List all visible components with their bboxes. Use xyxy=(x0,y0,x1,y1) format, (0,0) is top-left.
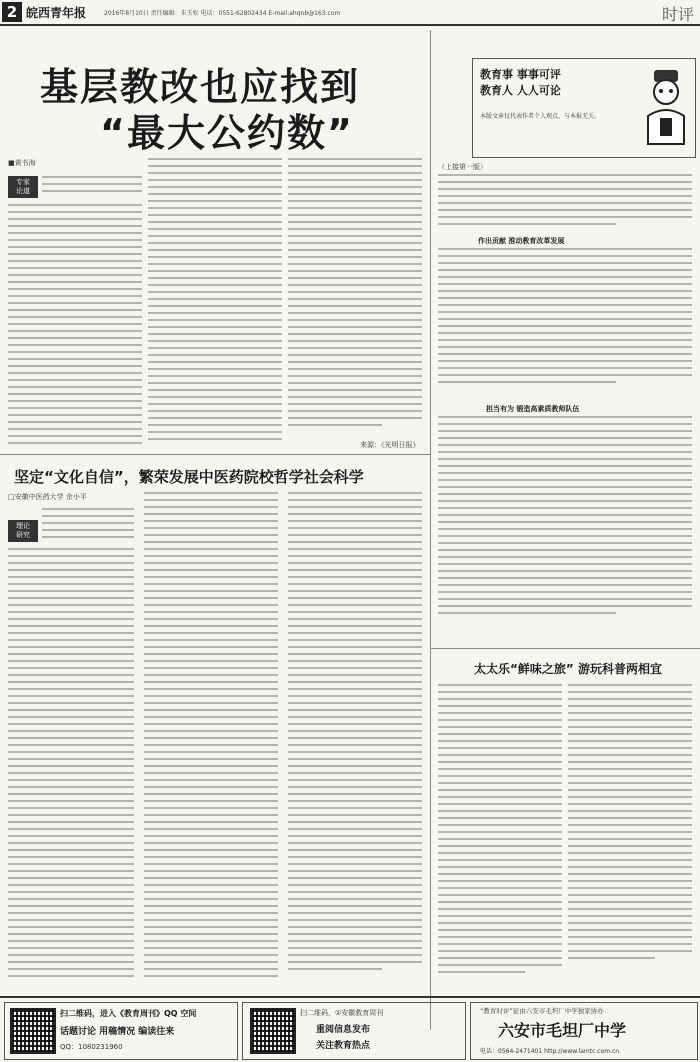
right-col-intro: （上接第一版） xyxy=(438,163,487,171)
article1-author: ■黄书海 xyxy=(8,159,36,167)
page-number: 2 xyxy=(2,2,22,22)
slogan-line2: 教育人 人人可论 xyxy=(480,84,561,97)
footer-school-name: 六安市毛坦厂中学 xyxy=(498,1021,627,1040)
slogan-line1: 教育事 事事可评 xyxy=(480,68,561,81)
footer-mid-line3: 关注教育热点 xyxy=(316,1041,371,1051)
tag-line: 专家 xyxy=(16,178,30,186)
article3-title: 太太乐“鲜味之旅” 游玩科普两相宜 xyxy=(474,662,662,676)
article3-column-1 xyxy=(438,684,562,984)
article1-source: 来源：《光明日报》 xyxy=(360,441,420,449)
article1-text-block xyxy=(42,176,142,200)
header-meta: 2016年8月10日 责任编辑：朱玉松 电话：0551-62802434 E-mail:ahqnb@163.com xyxy=(104,10,341,17)
article2-author: □安徽中医药大学 余小平 xyxy=(8,493,87,501)
article1-column-2 xyxy=(148,158,282,448)
section-label: 时评 xyxy=(661,5,694,24)
disclaimer: 本版文章仅代表作者个人观点，与本报无关。 xyxy=(480,113,601,120)
footer-left-qq: QQ：1080231960 xyxy=(60,1043,123,1051)
cartoon-figure-icon xyxy=(642,66,690,146)
footer-right-line1: “教育时评”征由六安市毛坦厂中学独家协办 xyxy=(480,1007,604,1015)
paper-name: 皖西青年报 xyxy=(26,6,87,20)
article3-column-2 xyxy=(568,684,692,984)
tag-line: 理论 xyxy=(16,522,30,530)
right-col-subhead-1: 作出贡献 推动教育改革发展 xyxy=(478,237,565,245)
article1-tag xyxy=(8,176,38,198)
article2-column-1 xyxy=(8,548,134,986)
article2-column-3 xyxy=(288,492,422,986)
article2-text-block xyxy=(42,508,134,544)
qr-code-icon xyxy=(10,1008,56,1054)
footer-right-line3: 电话：0564-2471401 http://www.lamtc.com.cn xyxy=(480,1048,620,1055)
article2-column-2 xyxy=(144,492,278,986)
qr-code-icon xyxy=(250,1008,296,1054)
right-col-text-2 xyxy=(438,248,692,402)
article1-title-line1: 基层教改也应找到 xyxy=(40,65,361,109)
section-rule xyxy=(430,648,700,649)
article1-column-1 xyxy=(8,204,142,448)
right-col-subhead-2: 担当有为 锻造高素质教师队伍 xyxy=(486,405,580,413)
tag-line: 论道 xyxy=(16,187,30,195)
footer-mid-line2: 重阅信息发布 xyxy=(316,1025,371,1035)
article2-tag xyxy=(8,520,38,542)
footer-left-line2: 话题讨论 用稿情况 编读往来 xyxy=(60,1027,175,1037)
article1-column-3 xyxy=(288,158,422,438)
footer-rule xyxy=(0,996,700,998)
column-divider xyxy=(430,30,431,1030)
footer-left-line1: 扫二维码，进入《教育周刊》QQ 空间 xyxy=(60,1009,197,1018)
right-col-text-1 xyxy=(438,174,692,234)
tag-line: 研究 xyxy=(16,531,30,539)
article2-title: 坚定“文化自信”，繁荣发展中医药院校哲学社会科学 xyxy=(14,468,364,486)
footer-mid-line1: 扫二维码，①安徽教育周刊 xyxy=(300,1009,384,1017)
section-rule xyxy=(0,454,430,455)
article1-title-line2: “最大公约数” xyxy=(100,111,354,155)
right-col-text-3 xyxy=(438,416,692,642)
